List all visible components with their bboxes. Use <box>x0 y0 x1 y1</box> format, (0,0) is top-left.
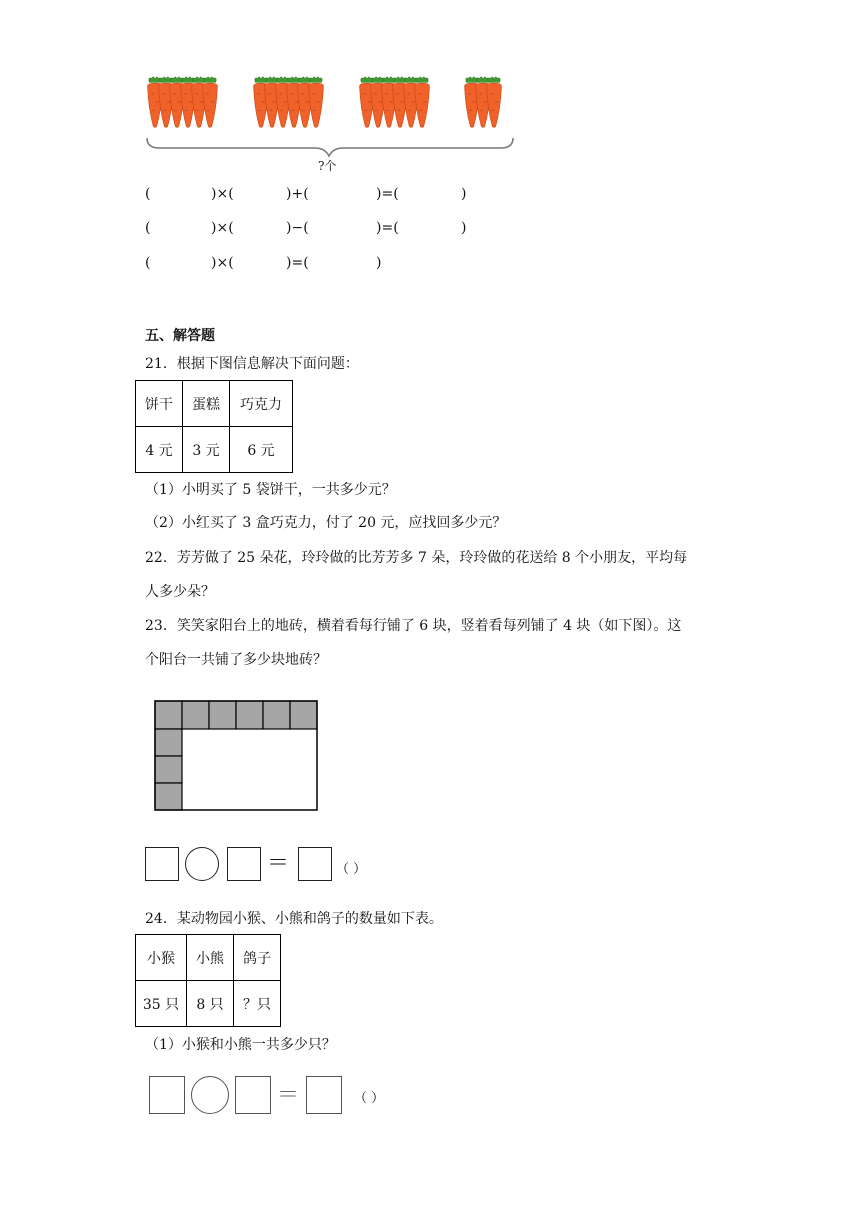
answer-box[interactable] <box>149 1076 185 1114</box>
q21-sub1: （1）小明买了 5 袋饼干，一共多少元？ <box>145 482 396 498</box>
q21-sub2: （2）小红买了 3 盒巧克力，付了 20 元，应找回多少元？ <box>145 515 507 531</box>
table-header: 饼干 <box>136 381 183 427</box>
table-header: 鸽子 <box>234 935 281 981</box>
eq-part: )×( <box>211 186 234 202</box>
carrot-icon <box>413 70 431 134</box>
q23-line2: 个阳台一共铺了多少块地砖？ <box>145 652 327 668</box>
q24-text: 24．某动物园小猴、小熊和鸽子的数量如下表。 <box>145 911 443 927</box>
q21-text: 21．根据下图信息解决下面问题： <box>145 356 359 372</box>
table-header: 巧克力 <box>230 381 293 427</box>
brace-label: ?个 <box>318 159 337 173</box>
operator-circle[interactable] <box>185 847 219 881</box>
answer-box[interactable] <box>235 1076 271 1114</box>
answer-box[interactable] <box>306 1076 342 1114</box>
equals-sign: ＝ <box>267 851 290 876</box>
table-cell: ？只 <box>234 981 281 1027</box>
section-title: 五、解答题 <box>145 328 215 344</box>
carrot-icon <box>201 70 219 134</box>
carrot-icon <box>485 70 503 134</box>
carrot-group-3 <box>358 70 440 134</box>
carrot-group-4 <box>463 70 519 134</box>
table-header: 小猴 <box>136 935 187 981</box>
eq-part: )=( <box>376 220 399 236</box>
eq-part: ) <box>376 255 382 271</box>
equals-sign: ＝ <box>277 1083 300 1108</box>
q23-line1: 23．笑笑家阳台上的地砖，横着看每行铺了 6 块，竖着看每列铺了 4 块（如下图）。这 <box>145 618 682 634</box>
q22-line2: 人多少朵？ <box>145 584 215 600</box>
unit-paren: （ ） <box>336 862 367 877</box>
table-cell: 8 只 <box>187 981 234 1027</box>
q22-line1: 22．芳芳做了 25 朵花，玲玲做的比芳芳多 7 朵，玲玲做的花送给 8 个小朋友，平均每 <box>145 550 688 566</box>
eq-part: )×( <box>211 220 234 236</box>
eq-part: )×( <box>211 255 234 271</box>
table-header: 小熊 <box>187 935 234 981</box>
answer-box[interactable] <box>145 847 179 881</box>
table-cell: 35 只 <box>136 981 187 1027</box>
brace <box>145 136 515 158</box>
eq-part: ( <box>145 255 151 271</box>
carrot-icon <box>307 70 325 134</box>
answer-box[interactable] <box>298 847 332 881</box>
balcony-tile-diagram <box>154 700 320 812</box>
eq-part: ) <box>461 186 467 202</box>
table-cell: 6 元 <box>230 427 293 473</box>
eq-part: ( <box>145 220 151 236</box>
q24-animal-table <box>135 934 281 1027</box>
eq-part: )+( <box>286 186 309 202</box>
eq-part: )=( <box>376 186 399 202</box>
eq-part: )=( <box>286 255 309 271</box>
operator-circle[interactable] <box>191 1076 229 1114</box>
answer-box[interactable] <box>227 847 261 881</box>
table-cell: 4 元 <box>136 427 183 473</box>
table-header: 蛋糕 <box>183 381 230 427</box>
eq-part: ) <box>461 220 467 236</box>
q21-price-table <box>135 380 293 473</box>
eq-part: ( <box>145 186 151 202</box>
carrot-group-2 <box>252 70 334 134</box>
carrot-group-1 <box>146 70 228 134</box>
unit-paren: （ ） <box>354 1091 385 1106</box>
q24-sub1: （1）小猴和小熊一共多少只？ <box>145 1037 336 1053</box>
eq-part: )−( <box>286 220 309 236</box>
table-cell: 3 元 <box>183 427 230 473</box>
